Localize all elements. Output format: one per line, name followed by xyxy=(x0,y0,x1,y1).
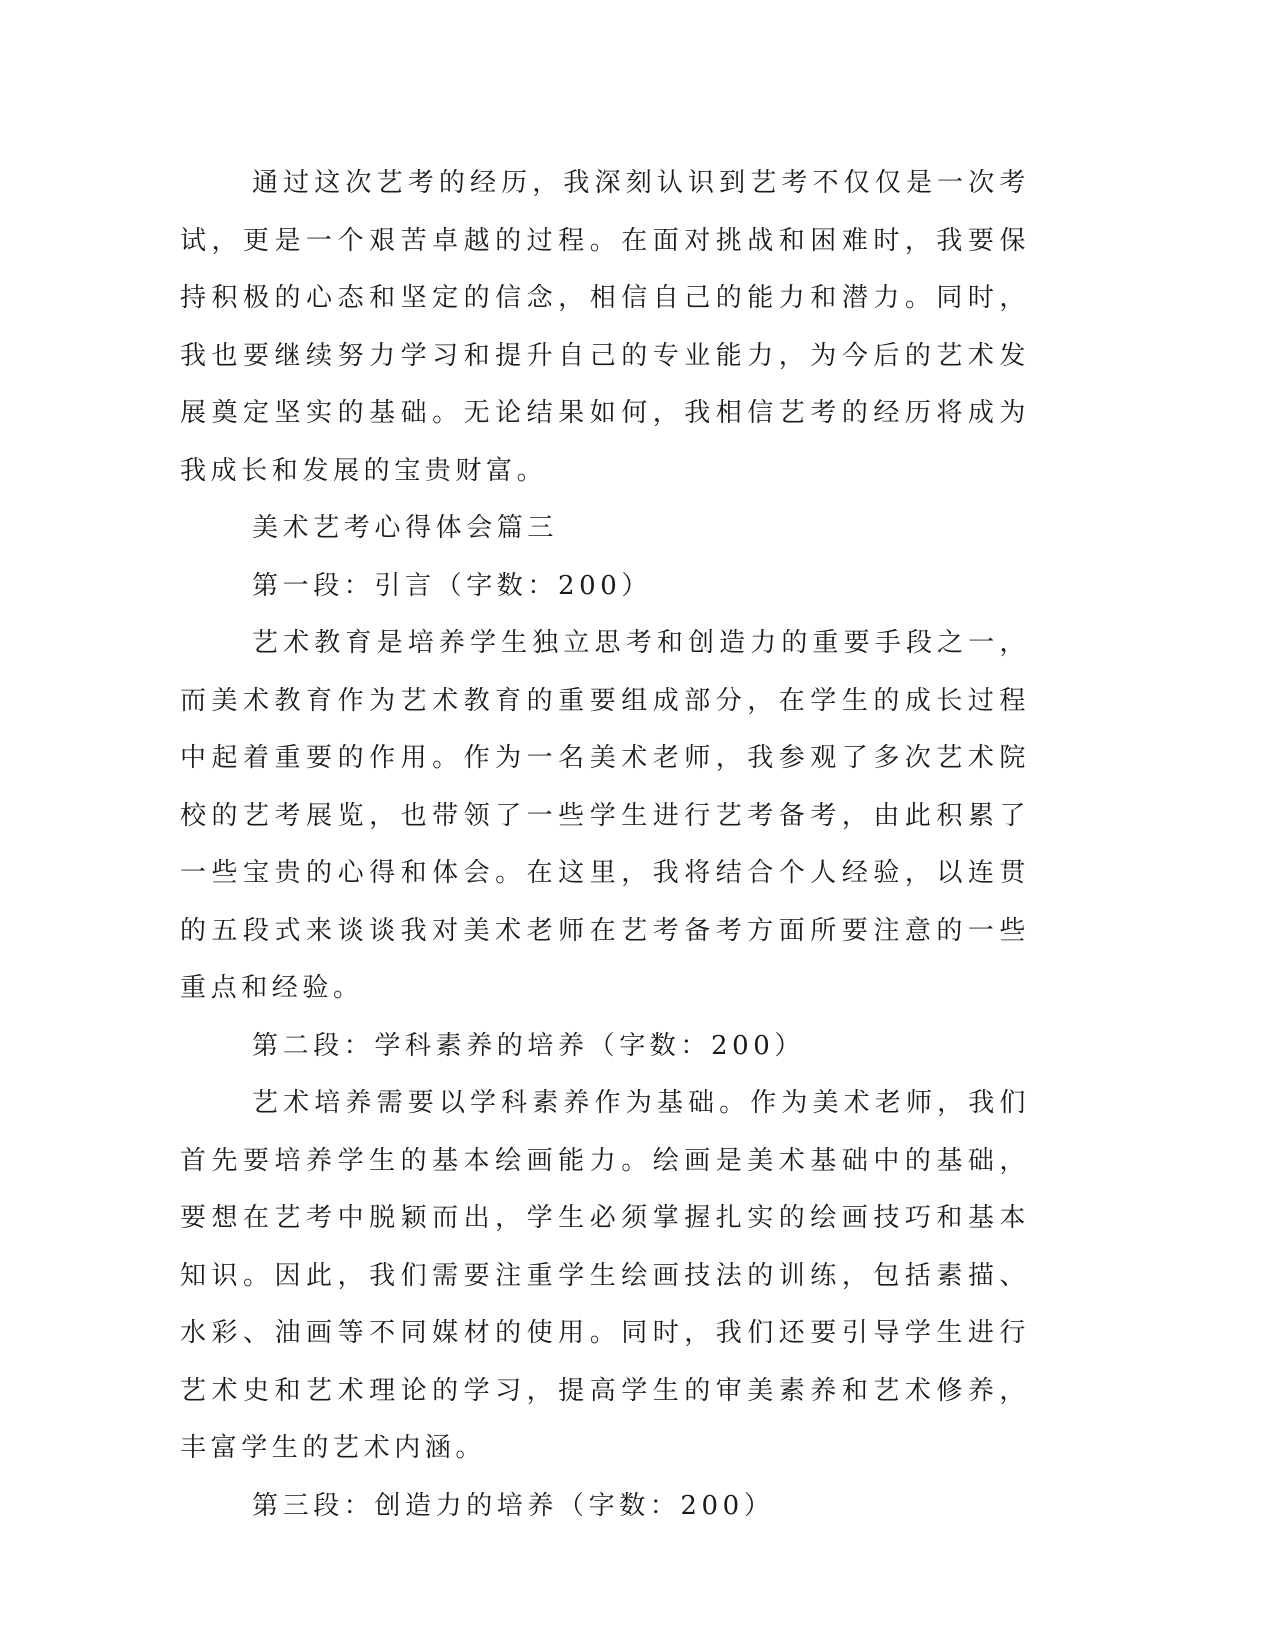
subsection-heading-2: 第二段：学科素养的培养（字数：200） xyxy=(252,1030,806,1061)
subsection-heading-1: 第一段：引言（字数：200） xyxy=(252,570,653,601)
paragraph-discipline: 艺术培养需要以学科素养作为基础。作为美术老师，我们首先要培养学生的基本绘画能力。绘画是美术基础中的基础，要想在艺考中脱颖而出，学生必须掌握扎实的绘画技巧和基本知识。因此，我们需要注重学生绘画技法的训练，包括素描、水彩、油画等不同媒材的使用。同时，我们还要引导学生进行艺术史和艺术理论的学习，提高学生的审美素养和艺术修养，丰富学生的艺术内涵。 xyxy=(180,1088,1030,1463)
document-body xyxy=(180,155,1030,1535)
paragraph-conclusion: 通过这次艺考的经历，我深刻认识到艺考不仅仅是一次考试，更是一个艰苦卓越的过程。在面对挑战和困难时，我要保持积极的心态和坚定的信念，相信自己的能力和潜力。同时，我也要继续努力学习和提升自己的专业能力，为今后的艺术发展奠定坚实的基础。无论结果如何，我相信艺考的经历将成为我成长和发展的宝贵财富。 xyxy=(180,168,1030,486)
paragraph-intro: 艺术教育是培养学生独立思考和创造力的重要手段之一，而美术教育作为艺术教育的重要组成部分，在学生的成长过程中起着重要的作用。作为一名美术老师，我参观了多次艺术院校的艺考展览，也带领了一些学生进行艺考备考，由此积累了一些宝贵的心得和体会。在这里，我将结合个人经验，以连贯的五段式来谈谈我对美术老师在艺考备考方面所要注意的一些重点和经验。 xyxy=(180,628,1030,1003)
section-heading: 美术艺考心得体会篇三 xyxy=(252,513,559,543)
subsection-heading-3: 第三段：创造力的培养（字数：200） xyxy=(252,1490,775,1521)
